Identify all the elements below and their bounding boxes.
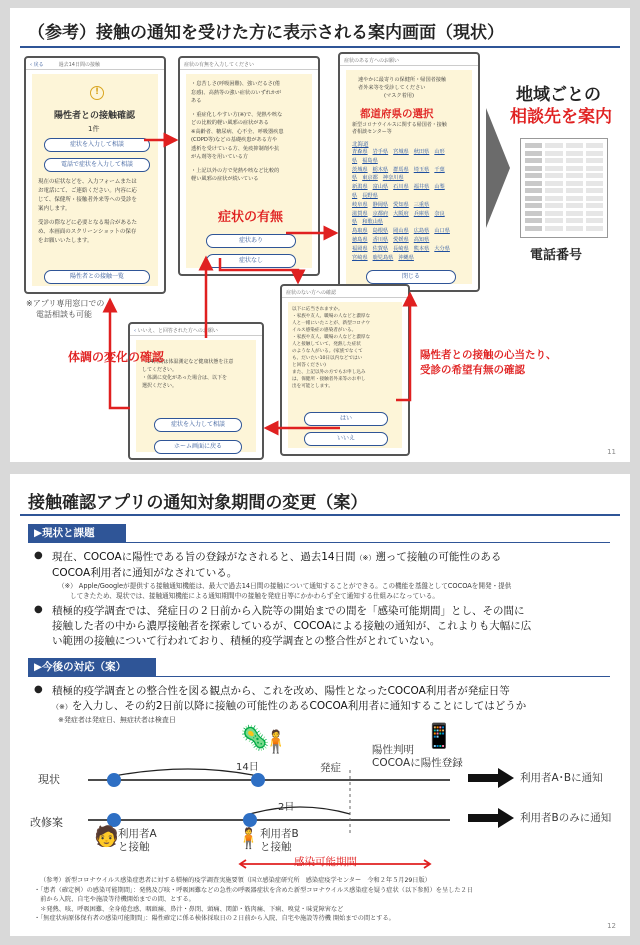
- pref-link[interactable]: 鹿児島県: [372, 254, 394, 261]
- yes-button[interactable]: はい: [304, 412, 388, 426]
- pref-link[interactable]: 青森県: [352, 149, 368, 155]
- text-line: 受診の際などに必要となる場合があるた: [38, 220, 138, 226]
- label-condition: 体調の変化の確認: [68, 350, 165, 364]
- directory-cell: [525, 181, 542, 186]
- phone-contact-confirm: [24, 56, 166, 294]
- directory-row: [525, 218, 603, 223]
- pref-link[interactable]: 和歌山県: [362, 219, 383, 226]
- result-current: 利用者A･Bに通知: [520, 772, 603, 784]
- text-line: 怠感)、高熱等の強い症状のいずれかが: [191, 89, 282, 96]
- phone-header-label: いいえ、と回答された方へのお願い: [137, 328, 218, 334]
- label-contact-line: 陽性者との接触の心当たり、: [420, 349, 557, 361]
- directory-row: [525, 181, 603, 186]
- directory-cell: [545, 211, 562, 216]
- directory-row: [525, 173, 603, 178]
- text-line: ・家族や友人、職場の人などと濃厚な: [292, 335, 371, 340]
- footnote-line: （参考）新型コロナウイルス感染症患者に対する積極的疫学調査実施要領（国立感染症研究所 感染症疫学センター 令和２年５月29日版）: [40, 877, 431, 884]
- directory-row: [525, 211, 603, 216]
- prefecture-row: [352, 148, 455, 157]
- contact-count: 1件: [88, 125, 100, 133]
- text-line: 以下に応当されますか。: [292, 307, 343, 312]
- symptom-no-button[interactable]: 症状なし: [206, 254, 296, 268]
- pref-link[interactable]: 県: [352, 157, 358, 164]
- pref-link[interactable]: 三重県: [413, 201, 430, 208]
- prefecture-row: [352, 192, 455, 201]
- directory-cell: [525, 166, 542, 171]
- text-line: 案内します。: [38, 206, 71, 212]
- title-rule: [20, 46, 620, 48]
- text-line: ※高齢者、糖尿病、心不全、呼吸器疾患: [191, 128, 284, 135]
- page-number: 12: [607, 922, 616, 930]
- directory-cell: [566, 203, 583, 208]
- text-line: ・家族や友人、職場の人などと濃厚な: [292, 314, 371, 319]
- user-b-label: [260, 828, 299, 854]
- phone-no-symptom-confirm: [280, 284, 410, 456]
- smartphone-icon: 📱: [424, 722, 454, 750]
- region-guide-subtitle: 相談先を案内: [510, 107, 612, 127]
- note-line: ※アプリ専用窓口での: [26, 299, 105, 308]
- section-current-issues: ▶現状と課題: [28, 524, 126, 542]
- p3-text: 積極的疫学調査との整合性を図る観点から、これを改め、陽性となったCOCOA利用者が発症日等: [52, 685, 510, 697]
- directory-row: [525, 196, 603, 201]
- infectious-period-label: 感染可能期間: [294, 856, 357, 868]
- p1-text: 遡って接触の可能性のある: [375, 551, 502, 563]
- directory-cell: [586, 226, 603, 231]
- phone-header: 症状のある方へのお願い: [340, 54, 478, 66]
- contact-heading: 陽性者との接触確認: [54, 111, 136, 121]
- text-line: してください。: [142, 367, 178, 373]
- user-b-line: 利用者B: [260, 828, 299, 840]
- text-line: も、だいたい10日以内などではい: [292, 356, 363, 361]
- bullet-icon: ●: [34, 684, 43, 695]
- revised-label: 改修案: [30, 816, 63, 829]
- phone-prefecture-select: [338, 52, 480, 292]
- pref-link[interactable]: 宮城県: [393, 149, 409, 155]
- p1-text: COCOA利用者に通知がなされている。: [52, 567, 238, 579]
- prefecture-row: [352, 183, 455, 192]
- directory-cell: [545, 166, 562, 171]
- text-line: また、上記以外の方でもお申し込み: [292, 370, 366, 375]
- contact-b-dot-revised: [243, 813, 257, 827]
- prefecture-row: [352, 174, 455, 183]
- user-b-line: と接触: [260, 841, 292, 853]
- text-line: 軽い風邪の症状が続いている: [191, 176, 259, 182]
- user-b-icon: 🧍: [236, 826, 261, 850]
- directory-cell: [545, 226, 562, 231]
- directory-cell: [566, 181, 583, 186]
- directory-cell: [586, 196, 603, 201]
- pref-link[interactable]: 佐賀県: [372, 245, 389, 252]
- directory-cell: [586, 158, 603, 163]
- pref-link[interactable]: 東京都: [362, 175, 378, 182]
- user-a-line: と接触: [118, 841, 150, 853]
- directory-cell: [566, 166, 583, 171]
- pref-link[interactable]: 北海道: [352, 142, 369, 148]
- p3-footnote: ※発症者は発症日、無症状者は検査日: [58, 716, 176, 724]
- pref-link[interactable]: 栃木県: [372, 166, 389, 173]
- directory-row: [525, 188, 603, 193]
- text-line: は、保健所・接触者外来等のお申し: [292, 377, 366, 382]
- phone-body: [32, 74, 158, 286]
- result-arrow-current: [468, 768, 514, 788]
- phone-header: [130, 324, 262, 336]
- onset-label: 発症: [320, 762, 341, 774]
- phone3-sub: [352, 122, 447, 136]
- directory-cell: [545, 196, 562, 201]
- pref-link[interactable]: 千葉: [434, 166, 445, 173]
- prefecture-row: [352, 245, 455, 254]
- directory-cell: [566, 143, 583, 148]
- label-contact-line: 受診の希望有無の確認: [420, 364, 525, 376]
- label-2days: 2日: [278, 802, 295, 813]
- pref-link[interactable]: 茨城県: [352, 166, 368, 173]
- page-number: 11: [607, 448, 616, 456]
- pref-link[interactable]: 大分県: [434, 245, 450, 252]
- directory-cell: [566, 196, 583, 201]
- contact-b-dot-current: [251, 773, 265, 787]
- pref-link[interactable]: 愛知県: [393, 201, 409, 208]
- directory-cell: [545, 203, 562, 208]
- pref-link[interactable]: 奈良: [434, 210, 445, 217]
- text-line: と回答ください): [292, 363, 326, 368]
- label-symptom: 症状の有無: [218, 210, 284, 225]
- pref-link[interactable]: 群馬県: [393, 166, 409, 173]
- footnote-line: （※） Apple/Googleが提供する接触通知機能は、最大で過去14日間の接触について通知することができる。この機能を基盤としてCOCOAを開発・提供: [58, 582, 512, 590]
- prefecture-row: [352, 236, 455, 245]
- phone-body: [346, 70, 472, 284]
- directory-cell: [525, 188, 542, 193]
- text-line: ・上記以外の方で発熱や咳など比較的: [191, 167, 280, 174]
- text-line: ある: [191, 98, 202, 104]
- result-revised: 利用者Bのみに通知: [520, 812, 612, 824]
- region-guide-title: 地域ごとの: [516, 85, 601, 105]
- directory-cell: [525, 211, 542, 216]
- phone-body: [186, 74, 312, 268]
- pref-link[interactable]: 長崎県: [393, 245, 409, 252]
- text-line: め、本画面のスクリーンショットの保存: [38, 229, 137, 235]
- user-a-label: [118, 828, 157, 854]
- phone-directory-image: [520, 138, 608, 238]
- pref-link[interactable]: 岐阜県: [352, 201, 368, 208]
- phone-header-label: 過去14日間の接触: [58, 62, 100, 68]
- pref-link[interactable]: 埼玉県: [413, 166, 430, 173]
- phone-header: [26, 58, 164, 70]
- text-line: 速やかに最寄りの保健所・帰国者接触: [358, 77, 447, 83]
- contact-a-dot-current: [107, 773, 121, 787]
- directory-cell: [566, 173, 583, 178]
- text-line: 新型コロナウイルスに関する帰国者・接触: [352, 122, 447, 128]
- prefecture-row: [352, 227, 455, 236]
- footnote-line: ・「無症状病原体保有者の感染可能期間」：陽性確定に係る検体採取日の２日前から入院、自宅や施設等待機 開始までの間とする。: [34, 915, 395, 922]
- phone3-text: [358, 76, 446, 100]
- directory-row: [525, 226, 603, 231]
- input-symptoms-button[interactable]: 症状を入力して相談: [154, 418, 242, 432]
- footnote-line: 前から入院、自宅や施設等待機開始までの間、とする。: [34, 896, 195, 903]
- phone-consult-button[interactable]: 電話で症状を入力して相談: [44, 158, 150, 172]
- directory-row: [525, 143, 603, 148]
- bracket-2days: [250, 807, 350, 814]
- directory-row: [525, 166, 603, 171]
- pref-link[interactable]: 大阪府: [393, 210, 409, 217]
- text-line: (マスク着用): [384, 93, 414, 99]
- pref-link[interactable]: 福井県: [413, 184, 430, 191]
- info-icon: !: [90, 86, 104, 100]
- directory-cell: [525, 218, 542, 223]
- directory-row: [525, 158, 603, 163]
- p3-text: を入力し、その約2日前以降に接触の可能性のあるCOCOA利用者に通知することにしてはどうか: [71, 700, 527, 712]
- phone-body: [288, 302, 402, 448]
- text-line: 透析を受けている方、免疫抑制剤や抗: [191, 145, 280, 152]
- directory-row: [525, 203, 603, 208]
- phone1-text: [38, 178, 137, 246]
- pref-link[interactable]: 京都府: [372, 210, 389, 217]
- label-contact: [420, 348, 557, 378]
- phone-condition-check: [128, 322, 264, 460]
- pref-link[interactable]: 県: [352, 192, 358, 199]
- home-button[interactable]: ホーム画面に戻る: [154, 440, 242, 454]
- directory-cell: [586, 166, 603, 171]
- text-line: 出を可能とします。: [292, 384, 333, 389]
- p2-text: 積極的疫学調査では、発症日の２日前から入院等の開始までの間を「感染可能期間」とし、その間に: [52, 605, 525, 617]
- pref-link[interactable]: 沖縄県: [398, 254, 414, 261]
- directory-cell: [566, 151, 583, 156]
- pref-link[interactable]: 岡山県: [393, 228, 409, 235]
- directory-cell: [525, 173, 542, 178]
- user-a-icon: 🧑: [94, 824, 119, 848]
- directory-cell: [525, 143, 542, 148]
- virus-icon: 🦠: [240, 724, 270, 752]
- back-icon[interactable]: ‹ 戻る: [30, 62, 59, 68]
- pref-link[interactable]: 島根県: [372, 228, 389, 235]
- prefecture-row: [352, 210, 455, 219]
- pref-link[interactable]: 長野県: [362, 192, 378, 199]
- pref-link[interactable]: 山梨: [434, 184, 445, 191]
- pref-link[interactable]: 神奈川県: [382, 175, 404, 182]
- text-line: 現在の症状などを、入力フォームまたは: [38, 179, 137, 185]
- pref-link[interactable]: 県: [352, 175, 358, 182]
- directory-cell: [586, 173, 603, 178]
- text-line: 人と一緒にいたことが、新型コロナウ: [292, 321, 371, 326]
- phone-note: [26, 298, 104, 320]
- prefecture-row: [352, 218, 455, 227]
- phone-header: 症状の有無を入力してください: [180, 58, 318, 70]
- pref-link[interactable]: 滋賀県: [352, 210, 368, 217]
- directory-cell: [586, 143, 603, 148]
- pref-link[interactable]: 石川県: [393, 184, 409, 191]
- no-button[interactable]: いいえ: [304, 432, 388, 446]
- pref-link[interactable]: 広島県: [413, 228, 430, 235]
- pref-link[interactable]: 福島県: [362, 157, 378, 164]
- directory-cell: [586, 203, 603, 208]
- directory-cell: [586, 188, 603, 193]
- p1-text: 現在、COCOAに陽性である旨の登録がなされると、過去14日間: [52, 551, 356, 563]
- directory-cell: [545, 173, 562, 178]
- phone-number-label: 電話番号: [530, 248, 583, 263]
- slide-1-title: （参考）接触の通知を受けた方に表示される案内画面（現状）: [28, 23, 504, 43]
- p3-note-ref: （※）: [52, 703, 72, 711]
- directory-cell: [566, 188, 583, 193]
- pref-link[interactable]: 静岡県: [372, 201, 389, 208]
- label-prefecture: 都道府県の選択: [360, 108, 434, 120]
- text-line: 者相談センター等: [352, 129, 392, 135]
- directory-cell: [566, 158, 583, 163]
- result-arrow-revised: [468, 808, 514, 828]
- text-line: ・14日間は体温測定など健康状態を注意: [142, 359, 234, 365]
- positive-line: 陽性判明: [372, 744, 414, 756]
- prefecture-row: [352, 157, 455, 166]
- pref-link[interactable]: 鳥取県: [352, 228, 368, 235]
- text-line: 者外来等を受診してください: [358, 85, 426, 91]
- phone2-text: [191, 80, 284, 184]
- current-label: 現状: [38, 773, 60, 786]
- section-future-actions: ▶今後の対応（案）: [28, 658, 156, 676]
- directory-cell: [566, 218, 583, 223]
- bullet-icon: ●: [34, 604, 43, 615]
- person-icon: 🧍: [262, 730, 290, 755]
- directory-cell: [545, 188, 562, 193]
- directory-cell: [525, 203, 542, 208]
- reference-footnotes: [34, 876, 473, 924]
- phone4-text: [292, 306, 370, 390]
- directory-cell: [545, 143, 562, 148]
- directory-cell: [525, 196, 542, 201]
- pref-link[interactable]: 高知県: [413, 236, 430, 243]
- directory-row: [525, 151, 603, 156]
- text-line: (COPD等)などの基礎疾患がある方や: [191, 137, 278, 143]
- positive-line: COCOAに陽性登録: [372, 757, 463, 769]
- text-line: どの比較的軽い風邪の症状がある: [191, 120, 269, 126]
- prefecture-row: [352, 254, 455, 263]
- footnote-line: ＊発熱、咳、呼吸困難、全身倦怠感、咽頭痛、鼻汁・鼻閉、頭痛、関節・筋肉痛、下痢、嗅覚・味覚障害など: [34, 905, 344, 913]
- bullet-icon: ●: [34, 550, 43, 561]
- p1-note-ref: （※）: [355, 554, 376, 562]
- slide-1: [10, 8, 630, 462]
- phone-header: 症状のない方への確認: [282, 286, 408, 298]
- footnote-line: ・「患者（確定例）の感染可能期間」：発熱及び咳・呼吸困難などの急性の呼吸器症状を含めた新型コロナウイルス感染症を疑う症状（以下参照）を呈した２日: [34, 886, 473, 894]
- prefecture-list: [352, 148, 455, 262]
- pref-link[interactable]: 福岡県: [352, 245, 368, 252]
- directory-cell: [525, 151, 542, 156]
- directory-cell: [545, 151, 562, 156]
- pref-link[interactable]: 香川県: [372, 236, 389, 243]
- pref-link[interactable]: 秋田県: [413, 149, 430, 155]
- pref-link[interactable]: 宮崎県: [352, 254, 368, 261]
- pref-link[interactable]: 富山県: [372, 184, 389, 191]
- footnote-line: してきたため、現状では、接触通知機能による通知期間中の接触を発症日等にかかわらず全て通知する仕組みになっている。: [70, 591, 439, 600]
- text-line: のような人がいる。(家族でなくて: [292, 349, 363, 354]
- directory-cell: [545, 218, 562, 223]
- text-line: をお願いいたします。: [38, 238, 93, 244]
- contact-list-button[interactable]: 陽性者との接触一覧: [44, 270, 150, 284]
- directory-cell: [586, 218, 603, 223]
- p2-text: 接触した者の中から濃厚接触者を探索しているが、COCOAによる接触の通知が、これよりも大幅に広: [52, 620, 532, 632]
- pref-link[interactable]: 熊本県: [413, 245, 430, 252]
- p2-text: い範囲の接触について行われており、積極的疫学調査との整合性がとれていない。: [52, 635, 441, 647]
- pref-link[interactable]: 岩手県: [372, 149, 389, 155]
- directory-cell: [586, 181, 603, 186]
- text-line: ・息苦しさ(呼吸困難)、強いだるさ(倦: [191, 81, 281, 87]
- slide-2: [10, 474, 630, 936]
- directory-cell: [525, 226, 542, 231]
- text-line: ・重症化しやすい方(※)で、発熱や咳な: [191, 111, 283, 118]
- text-line: 人と接触していて、発熱した症状: [292, 342, 361, 347]
- directory-cell: [545, 158, 562, 163]
- text-line: ・体調に変化があった場合は、以下を: [142, 375, 227, 381]
- prefecture-row: [352, 201, 455, 210]
- directory-cell: [586, 211, 603, 216]
- text-line: じて、保健所・接触者外来等への受診を: [38, 197, 137, 203]
- chevron-right-icon: [486, 108, 510, 228]
- user-a-line: 利用者A: [118, 828, 157, 840]
- pref-link[interactable]: 兵庫県: [413, 210, 430, 217]
- directory-cell: [566, 211, 583, 216]
- text-line: イルス感染症の感染者がいる。: [292, 328, 357, 333]
- pref-link[interactable]: 山形: [434, 149, 445, 155]
- text-line: がん剤等を用いている方: [191, 154, 249, 160]
- pref-link[interactable]: 県: [352, 219, 358, 226]
- directory-cell: [545, 181, 562, 186]
- back-icon[interactable]: ‹: [134, 328, 138, 334]
- close-button[interactable]: 閉じる: [366, 270, 456, 284]
- input-symptoms-button[interactable]: 症状を入力して相談: [44, 138, 150, 152]
- prefecture-row: [352, 166, 455, 175]
- pref-link[interactable]: 山口県: [434, 228, 450, 235]
- directory-cell: [525, 158, 542, 163]
- directory-cell: [586, 151, 603, 156]
- pref-link[interactable]: 徳島県: [352, 236, 368, 243]
- text-line: 選択ください。: [142, 383, 178, 389]
- note-line: 電話相談も可能: [36, 310, 92, 319]
- pref-link[interactable]: 愛媛県: [393, 236, 409, 243]
- label-14days: 14日: [236, 762, 259, 773]
- phone-symptom-input: [178, 56, 320, 276]
- symptom-yes-button[interactable]: 症状あり: [206, 234, 296, 248]
- slide-2-title: 接触確認アプリの通知対象期間の変更（案）: [28, 493, 368, 513]
- text-line: お電話にて、ご連絡ください。内容に応: [38, 188, 137, 194]
- pref-link[interactable]: 新潟県: [352, 184, 368, 191]
- directory-cell: [566, 226, 583, 231]
